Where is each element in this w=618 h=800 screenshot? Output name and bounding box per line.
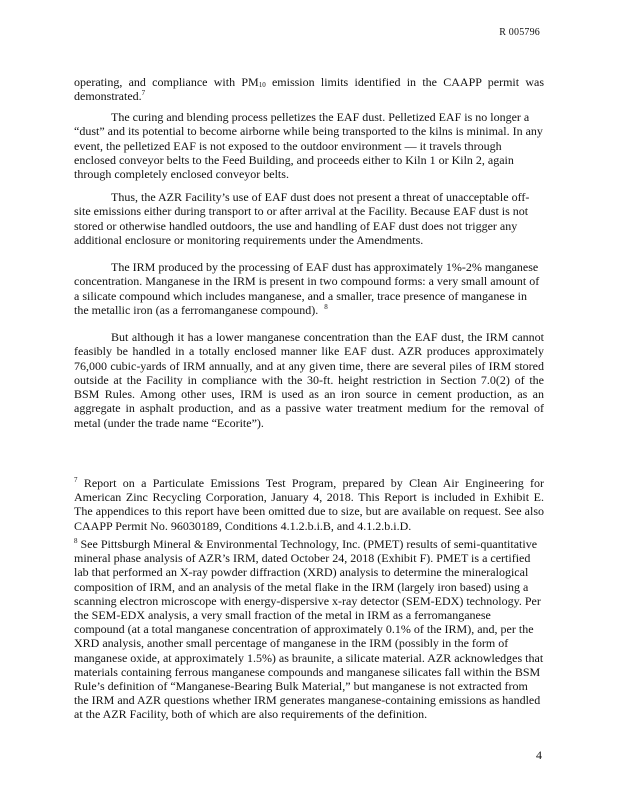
continuation-text-a: operating, and compliance with PM xyxy=(74,75,259,89)
paragraph-eaf-emissions: Thus, the AZR Facility’s use of EAF dust does not present a threat of unacceptable off-site emissions either during transport to or after arrival at the Facility. Because EAF dust is not stored or otherwise handled outdoors, the use and handling of EAF dust does not trigger any additional enclosure or monitoring requirements under the Amendments. xyxy=(74,190,530,247)
paragraph-pelletizing: The curing and blending process pelletizes the EAF dust. Pelletized EAF is no longer a “dust” and its potential to become airborne while being transported to the kilns is minimal. In any event, the pelletized EAF is not exposed to the outdoor environment — it travels through enclosed conveyor belts to the Feed Building, and proceeds either to Kiln 1 or Kiln 2, again through completely enclosed conveyor belts. xyxy=(74,110,543,182)
pm-subscript: 10 xyxy=(258,81,266,89)
footnote-8-number: 8 xyxy=(74,537,78,545)
paragraph-irm-handling: But although it has a lower manganese concentration than the EAF dust, the IRM cannot feasibly be handled in a totally enclosed manner like EAF dust. AZR produces approximately 76,000 cubic-yards of IRM annually, and at any given time, there are several piles of IRM stored outside at the Facility in compliance with the 30-ft. height restriction in Section 7.0(2) of the BSM Rules. Among other uses, IRM is used as an iron source in cement production, as an aggregate in asphalt production, and as a passive water treatment medium for the removal of metal (under the trade name “Ecorite”). xyxy=(74,330,544,430)
page-number: 4 xyxy=(536,748,542,762)
footnote-ref-7[interactable]: 7 xyxy=(141,89,146,98)
paragraph-irm-manganese xyxy=(74,260,544,317)
footnote-7-number: 7 xyxy=(74,476,78,484)
footnote-8 xyxy=(74,537,544,722)
footnote-8-text: See Pittsburgh Mineral & Environmental Technology, Inc. (PMET) results of semi-quantitative mineral phase analysis of AZR’s IRM, dated October 24, 2018 (Exhibit F). PMET is a certified lab that performed an X-ray powder diffraction (XRD) analysis to determine the mineralogical composition of IRM, and an analysis of the metal flake in the IRM (largely iron based) using a scanning electron microscope with energy-dispersive x-ray detector (SEM-EDX) technology. Per the SEM-EDX analysis, a very small fraction of the metal in IRM as a ferromanganese compound (at a total manganese concentration of approximately 0.1% of the IRM), and, per the XRD analysis, another small percentage of manganese in the IRM (possibly in the form of manganese oxide, at approximately 1.5%) as braunite, a silicate material. AZR acknowledges that materials containing ferrous manganese compounds and manganese silicates fall within the BSM Rule’s definition of “Manganese-Bearing Bulk Material,” but manganese is not extracted from the IRM and AZR questions whether IRM generates manganese-containing emissions as handled at the AZR Facility, both of which are also requirements of the definition. xyxy=(74,537,544,722)
footnote-ref-8[interactable]: 8 xyxy=(324,302,328,311)
paragraph-irm-manganese-text: The IRM produced by the processing of EAF dust has approximately 1%-2% manganese concentration. Manganese in the IRM is present in two compound forms: a very small amount of a silicate compound which includes manganese, and a smaller, trace presence of manganese in the metallic iron (as a ferromanganese compound). xyxy=(74,260,540,317)
continuation-paragraph xyxy=(74,75,544,104)
footnote-7-text: Report on a Particulate Emissions Test Program, prepared by Clean Air Engineering for American Zinc Recycling Corporation, January 4, 2018. This Report is included in Exhibit E. The appendices to this report have been omitted due to size, but are available on request. See also CAAPP Permit No. 96030189, Conditions 4.1.2.b.i.B, and 4.1.2.b.i.D. xyxy=(74,476,544,533)
bates-number: R 005796 xyxy=(499,27,540,38)
continuation-text-b: emission limits identified in the CAAPP permit was demonstrated. xyxy=(74,75,544,104)
footnote-7 xyxy=(74,476,544,533)
